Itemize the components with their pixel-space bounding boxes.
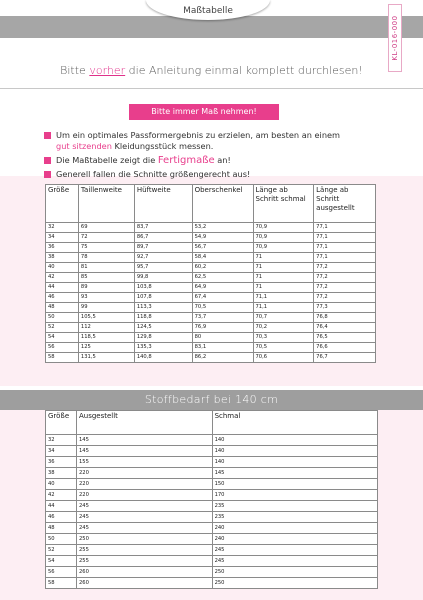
table-cell: 32 xyxy=(46,435,77,446)
table-row xyxy=(46,243,376,253)
table-row xyxy=(46,534,378,545)
table-cell: 72 xyxy=(78,233,134,243)
table-cell: 103,8 xyxy=(134,283,192,293)
table-cell: 170 xyxy=(212,490,377,501)
table-row xyxy=(46,512,378,523)
instruction-emphasis: vorher xyxy=(89,64,126,77)
table-cell: 260 xyxy=(76,567,212,578)
table-cell: 240 xyxy=(212,534,377,545)
table-cell: 46 xyxy=(46,512,77,523)
table-row xyxy=(46,233,376,243)
table-cell: 260 xyxy=(76,578,212,589)
fabric-table-header: Größe xyxy=(46,411,77,435)
table-cell: 124,5 xyxy=(134,323,192,333)
size-table-header: Oberschenkel xyxy=(192,185,253,223)
table-cell: 240 xyxy=(212,523,377,534)
table-cell: 71 xyxy=(253,253,314,263)
table-row xyxy=(46,263,376,273)
table-cell: 245 xyxy=(212,556,377,567)
side-label-text: KL-016-000 xyxy=(391,15,399,61)
table-cell: 220 xyxy=(76,479,212,490)
table-cell: 113,3 xyxy=(134,303,192,313)
table-cell: 70,7 xyxy=(253,313,314,323)
size-table xyxy=(45,184,376,363)
table-cell: 118,8 xyxy=(134,313,192,323)
table-cell: 56 xyxy=(46,567,77,578)
table-cell: 95,7 xyxy=(134,263,192,273)
table-cell: 235 xyxy=(212,501,377,512)
table-row xyxy=(46,253,376,263)
fabric-table-header: Schmal xyxy=(212,411,377,435)
table-row xyxy=(46,446,378,457)
table-cell: 220 xyxy=(76,468,212,479)
table-cell: 64,9 xyxy=(192,283,253,293)
table-cell: 70,3 xyxy=(253,333,314,343)
size-table-header: Taillenweite xyxy=(78,185,134,223)
table-cell: 58,4 xyxy=(192,253,253,263)
table-cell: 58 xyxy=(46,578,77,589)
table-cell: 245 xyxy=(76,501,212,512)
table-cell: 76,7 xyxy=(314,353,376,363)
table-row xyxy=(46,523,378,534)
table-cell: 48 xyxy=(46,523,77,534)
table-cell: 46 xyxy=(46,293,79,303)
table-cell: 44 xyxy=(46,501,77,512)
table-cell: 76,5 xyxy=(314,333,376,343)
table-cell: 71,1 xyxy=(253,293,314,303)
page-title: Maßtabelle xyxy=(146,0,270,20)
table-row xyxy=(46,333,376,343)
size-table-body xyxy=(46,223,376,363)
table-cell: 81 xyxy=(78,263,134,273)
table-cell: 255 xyxy=(76,556,212,567)
table-cell: 54 xyxy=(46,333,79,343)
table-cell: 118,5 xyxy=(78,333,134,343)
table-cell: 140,8 xyxy=(134,353,192,363)
fabric-section-title: Stoffbedarf bei 140 cm xyxy=(0,390,423,410)
size-table-header: Hüftweite xyxy=(134,185,192,223)
bullet-1-text-end: Kleidungsstück messen. xyxy=(111,141,214,151)
table-row xyxy=(46,556,378,567)
table-cell: 70,9 xyxy=(253,243,314,253)
table-cell: 73,7 xyxy=(192,313,253,323)
table-cell: 76,9 xyxy=(192,323,253,333)
bullet-3-text: Generell fallen die Schnitte größengerecht aus! xyxy=(56,169,251,179)
table-cell: 145 xyxy=(76,435,212,446)
table-row xyxy=(46,435,378,446)
table-row xyxy=(46,490,378,501)
table-cell: 140 xyxy=(212,457,377,468)
table-cell: 54,9 xyxy=(192,233,253,243)
table-cell: 77,1 xyxy=(314,223,376,233)
table-cell: 40 xyxy=(46,479,77,490)
table-cell: 52 xyxy=(46,545,77,556)
table-cell: 50 xyxy=(46,313,79,323)
table-cell: 131,5 xyxy=(78,353,134,363)
table-cell: 70,2 xyxy=(253,323,314,333)
table-cell: 70,9 xyxy=(253,223,314,233)
table-row xyxy=(46,468,378,479)
table-row xyxy=(46,479,378,490)
table-cell: 36 xyxy=(46,457,77,468)
size-table-header: Länge ab Schritt ausgestellt xyxy=(314,185,376,223)
table-cell: 78 xyxy=(78,253,134,263)
table-cell: 89 xyxy=(78,283,134,293)
table-row xyxy=(46,293,376,303)
table-row xyxy=(46,545,378,556)
bullet-1-highlight: gut sitzenden xyxy=(56,141,112,151)
bullet-2-highlight: Fertigmaße xyxy=(157,155,215,166)
table-row xyxy=(46,353,376,363)
fabric-table xyxy=(45,410,378,589)
table-cell: 77,1 xyxy=(314,233,376,243)
table-cell: 40 xyxy=(46,263,79,273)
table-row xyxy=(46,457,378,468)
table-row xyxy=(46,283,376,293)
table-cell: 56 xyxy=(46,343,79,353)
table-cell: 83,7 xyxy=(134,223,192,233)
table-cell: 245 xyxy=(76,512,212,523)
table-cell: 145 xyxy=(76,446,212,457)
size-table-header-row xyxy=(46,185,376,223)
table-row xyxy=(46,567,378,578)
table-cell: 76,4 xyxy=(314,323,376,333)
table-cell: 250 xyxy=(212,578,377,589)
table-cell: 77,2 xyxy=(314,273,376,283)
table-cell: 86,2 xyxy=(192,353,253,363)
table-cell: 245 xyxy=(76,523,212,534)
table-cell: 140 xyxy=(212,446,377,457)
table-cell: 255 xyxy=(76,545,212,556)
table-cell: 38 xyxy=(46,468,77,479)
fabric-table-header-row xyxy=(46,411,378,435)
table-row xyxy=(46,223,376,233)
table-cell: 77,2 xyxy=(314,283,376,293)
table-cell: 99 xyxy=(78,303,134,313)
table-cell: 34 xyxy=(46,446,77,457)
bullet-square-icon xyxy=(44,171,51,178)
table-cell: 245 xyxy=(212,545,377,556)
size-table-header: Größe xyxy=(46,185,79,223)
table-cell: 150 xyxy=(212,479,377,490)
table-cell: 77,2 xyxy=(314,293,376,303)
bullet-square-icon xyxy=(44,132,51,139)
table-cell: 76,8 xyxy=(314,313,376,323)
instruction-before: Bitte xyxy=(60,64,90,77)
bullet-item xyxy=(44,130,394,152)
bullet-square-icon xyxy=(44,157,51,164)
table-cell: 38 xyxy=(46,253,79,263)
fabric-table-body xyxy=(46,435,378,589)
bullet-2-end: an! xyxy=(214,155,231,165)
bullet-2-text: Die Maßtabelle zeigt die xyxy=(56,155,158,165)
table-cell: 93 xyxy=(78,293,134,303)
table-cell: 135,3 xyxy=(134,343,192,353)
table-cell: 69 xyxy=(78,223,134,233)
table-row xyxy=(46,501,378,512)
table-cell: 50 xyxy=(46,534,77,545)
table-cell: 83,1 xyxy=(192,343,253,353)
bullet-item xyxy=(44,155,394,166)
measure-banner: Bitte immer Maß nehmen! xyxy=(129,104,279,120)
table-cell: 125 xyxy=(78,343,134,353)
table-row xyxy=(46,578,378,589)
table-cell: 54 xyxy=(46,556,77,567)
table-cell: 77,2 xyxy=(314,263,376,273)
table-cell: 107,8 xyxy=(134,293,192,303)
size-table-header: Länge ab Schritt schmal xyxy=(253,185,314,223)
table-cell: 70,9 xyxy=(253,233,314,243)
table-cell: 71 xyxy=(253,283,314,293)
side-label xyxy=(388,4,402,72)
table-cell: 34 xyxy=(46,233,79,243)
table-cell: 62,5 xyxy=(192,273,253,283)
table-cell: 48 xyxy=(46,303,79,313)
divider xyxy=(0,88,423,89)
table-cell: 220 xyxy=(76,490,212,501)
bullet-list xyxy=(44,130,394,183)
table-cell: 70,5 xyxy=(192,303,253,313)
table-cell: 140 xyxy=(212,435,377,446)
table-cell: 85 xyxy=(78,273,134,283)
table-cell: 42 xyxy=(46,273,79,283)
table-cell: 235 xyxy=(212,512,377,523)
table-cell: 75 xyxy=(78,243,134,253)
table-cell: 42 xyxy=(46,490,77,501)
table-cell: 53,2 xyxy=(192,223,253,233)
table-cell: 44 xyxy=(46,283,79,293)
table-cell: 89,7 xyxy=(134,243,192,253)
table-cell: 77,3 xyxy=(314,303,376,313)
table-row xyxy=(46,343,376,353)
table-cell: 112 xyxy=(78,323,134,333)
table-row xyxy=(46,273,376,283)
table-cell: 76,6 xyxy=(314,343,376,353)
fabric-table-header: Ausgestellt xyxy=(76,411,212,435)
table-cell: 250 xyxy=(76,534,212,545)
table-row xyxy=(46,323,376,333)
table-cell: 155 xyxy=(76,457,212,468)
bullet-item xyxy=(44,169,394,180)
table-cell: 71 xyxy=(253,273,314,283)
table-cell: 80 xyxy=(192,333,253,343)
table-row xyxy=(46,303,376,313)
table-cell: 71 xyxy=(253,263,314,273)
instruction-after: die Anleitung einmal komplett durchlesen! xyxy=(125,64,363,77)
table-cell: 60,2 xyxy=(192,263,253,273)
table-cell: 52 xyxy=(46,323,79,333)
table-cell: 32 xyxy=(46,223,79,233)
table-cell: 58 xyxy=(46,353,79,363)
table-cell: 67,4 xyxy=(192,293,253,303)
instruction-text xyxy=(0,64,423,77)
bullet-1-text: Um ein optimales Passformergebnis zu erzielen, am besten an einem xyxy=(56,130,341,140)
table-cell: 36 xyxy=(46,243,79,253)
table-cell: 70,6 xyxy=(253,353,314,363)
table-cell: 86,7 xyxy=(134,233,192,243)
table-cell: 99,8 xyxy=(134,273,192,283)
table-cell: 105,5 xyxy=(78,313,134,323)
table-cell: 70,5 xyxy=(253,343,314,353)
table-cell: 77,1 xyxy=(314,243,376,253)
table-cell: 77,1 xyxy=(314,253,376,263)
table-cell: 56,7 xyxy=(192,243,253,253)
table-cell: 145 xyxy=(212,468,377,479)
table-row xyxy=(46,313,376,323)
table-cell: 129,8 xyxy=(134,333,192,343)
table-cell: 71,1 xyxy=(253,303,314,313)
table-cell: 250 xyxy=(212,567,377,578)
table-cell: 92,7 xyxy=(134,253,192,263)
